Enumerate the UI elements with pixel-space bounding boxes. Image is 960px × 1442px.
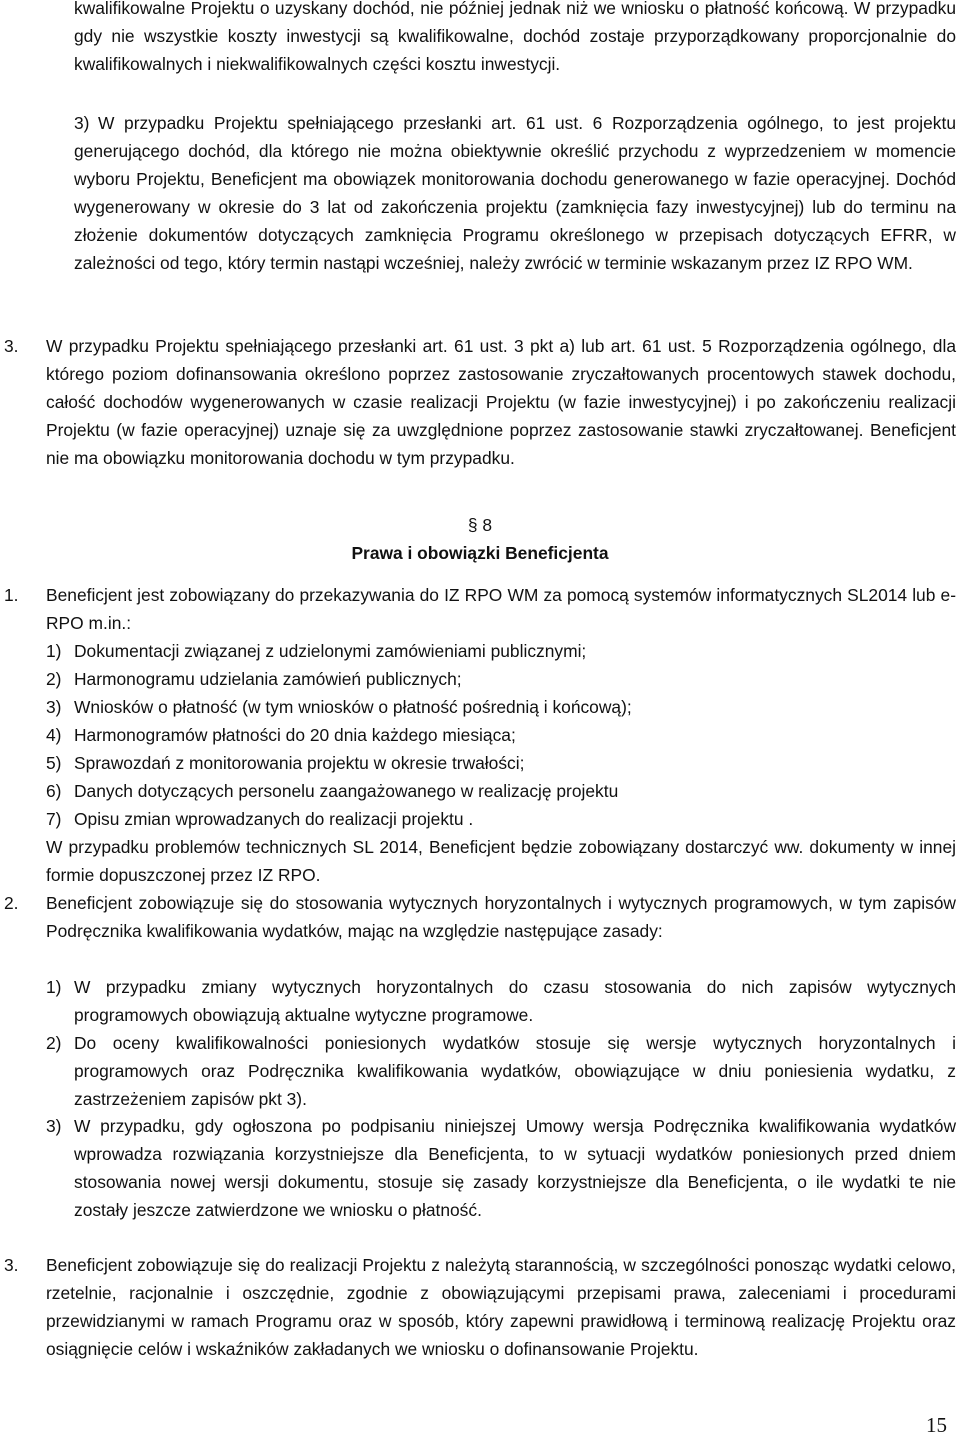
subitem-number: 6) — [46, 781, 62, 801]
list-item — [46, 694, 956, 722]
point-text: Beneficjent zobowiązuje się do realizacji Projektu z należytą starannością, w szczególności ponosząc wydatki celowo, rzetelnie, racjonalnie i oszczędnie, zgodnie z obowiązującymi przepisami prawa, zaleceniami i procedurami przewidzianymi w ramach Programu oraz w sposób, który zapewni prawidłową i terminową realizację Projektu oraz osiągnięcie celów i wskaźników zakładanych we wniosku o dofinansowanie Projektu. — [46, 1255, 956, 1359]
subitem-text: Sprawozdań z monitorowania projektu w okresie trwałości; — [74, 753, 525, 773]
subitem-text: W przypadku zmiany wytycznych horyzontalnych do czasu stosowania do nich zapisów wytycznych programowych obowiązują aktualne wytyczne programowe. — [74, 977, 956, 1025]
list-item — [46, 1113, 956, 1225]
point-number: 1. — [4, 585, 19, 605]
subitem-number: 2) — [46, 1033, 62, 1053]
list-item — [46, 638, 956, 666]
subitem-text: W przypadku Projektu spełniającego przesłanki art. 61 ust. 6 Rozporządzenia ogólnego, to jest projektu generującego dochód, dla którego nie można obiektywnie określić przychodu z wyprzedzeniem w momencie wyboru Projektu, Beneficjent ma obowiązek monitorowania dochodu generowanego w fazie operacyjnej. Dochód wygenerowany w okresie do 3 lat od zakończenia projektu (zamknięcia fazy inwestycyjnej) lub do terminu na złożenie dokumentów dotyczących zamknięcia Programu określonego w przepisach dotyczących EFRR, w zależności od tego, który termin nastąpi wcześniej, należy zwrócić w terminie wskazanym przez IZ RPO WM. — [74, 113, 956, 273]
subitem-number: 2) — [46, 669, 62, 689]
subitem-number: 3) — [46, 697, 62, 717]
point-1 — [4, 582, 956, 638]
point-2 — [4, 890, 956, 946]
subitem-text: Wniosków o płatność (w tym wniosków o płatność pośrednią i końcową); — [74, 697, 632, 717]
subitem-number: 7) — [46, 809, 62, 829]
list-item — [46, 806, 956, 834]
subitem-text: Dokumentacji związanej z udzielonymi zamówieniami publicznymi; — [74, 641, 587, 661]
subitem-text: Opisu zmian wprowadzanych do realizacji projektu . — [74, 809, 474, 829]
subitem-text: Danych dotyczących personelu zaangażowanego w realizację projektu — [74, 781, 619, 801]
point-number: 3. — [4, 336, 19, 356]
point-text: Beneficjent jest zobowiązany do przekazywania do IZ RPO WM za pomocą systemów informatycznych SL2014 lub e-RPO m.in.: — [46, 585, 956, 633]
subitem-number: 1) — [46, 977, 62, 997]
point-3 — [4, 1252, 956, 1364]
point-3-flat-rate-income — [4, 333, 956, 473]
list-item — [46, 778, 956, 806]
subitem-3-income-monitoring — [74, 110, 956, 277]
subitem-number: 4) — [46, 725, 62, 745]
subitem-text: Harmonogramów płatności do 20 dnia każdego miesiąca; — [74, 725, 516, 745]
list-item — [46, 666, 956, 694]
point-number: 3. — [4, 1255, 19, 1275]
section-number — [0, 512, 960, 540]
section-number-value: 8 — [482, 515, 493, 535]
list-item — [46, 750, 956, 778]
point-text: W przypadku Projektu spełniającego przesłanki art. 61 ust. 3 pkt a) lub art. 61 ust. 5 Rozporządzenia ogólnego, dla którego poziom dofinansowania określono poprzez zastosowanie zryczałtowanych procentowych stawek dochodu, całość dochodów wygenerowanych w czasie realizacji Projektu (w fazie inwestycyjnej) i po zakończeniu realizacji Projektu (w fazie operacyjnej) uznaje się za uwzględnione poprzez zastosowanie stawki zryczałtowanej. Beneficjent nie ma obowiązku monitorowania dochodu w tym przypadku. — [46, 336, 956, 468]
trailing-text: W przypadku problemów technicznych SL 2014, Beneficjent będzie zobowiązany dostarczyć ww. dokumenty w innej formie dopuszczonej przez IZ RPO. — [46, 837, 956, 885]
subitem-number: 3) — [46, 1116, 62, 1136]
point-1-trailing-note — [46, 834, 956, 890]
subitem-text: Do oceny kwalifikowalności poniesionych wydatków stosuje się wersje wytycznych horyzontalnych i programowych oraz Podręcznika kwalifikowania wydatków, obowiązujące w dniu poniesienia wydatku, z zastrzeżeniem zapisów pkt 3). — [74, 1033, 956, 1109]
intro-paragraph: kwalifikowalne Projektu o uzyskany dochód, nie później jednak niż we wniosku o płatność końcową. W przypadku gdy nie wszystkie koszty inwestycji są kwalifikowalne, dochód zostaje przyporządkowany proporcjonalnie do kwalifikowalnych i niekwalifikowalnych części kosztu inwestycji. — [74, 0, 956, 74]
section-symbol: § — [467, 515, 478, 535]
subitem-number: 1) — [46, 641, 62, 661]
subitem-text: Harmonogramu udzielania zamówień publicznych; — [74, 669, 462, 689]
list-item — [46, 1030, 956, 1114]
page-number: 15 — [926, 1413, 947, 1437]
subitem-number: 3) — [74, 113, 90, 133]
point-number: 2. — [4, 893, 19, 913]
list-item — [46, 722, 956, 750]
list-item — [46, 974, 956, 1030]
section-title: Prawa i obowiązki Beneficjenta — [351, 543, 609, 563]
subitem-number: 5) — [46, 753, 62, 773]
point-text: Beneficjent zobowiązuje się do stosowania wytycznych horyzontalnych i wytycznych programowych, w tym zapisów Podręcznika kwalifikowania wydatków, mając na względzie następujące zasady: — [46, 893, 956, 941]
subitem-text: W przypadku, gdy ogłoszona po podpisaniu niniejszej Umowy wersja Podręcznika kwalifikowania wydatków wprowadza rozwiązania korzystniejsze dla Beneficjenta, to w sytuacji wydatków poniesionych przed dniem stosowania nowej wersji dokumentu, stosuje się zasady korzystniejsze dla Beneficjenta, o ile wydatki te nie zostały jeszcze zatwierdzone we wniosku o płatność. — [74, 1116, 956, 1220]
